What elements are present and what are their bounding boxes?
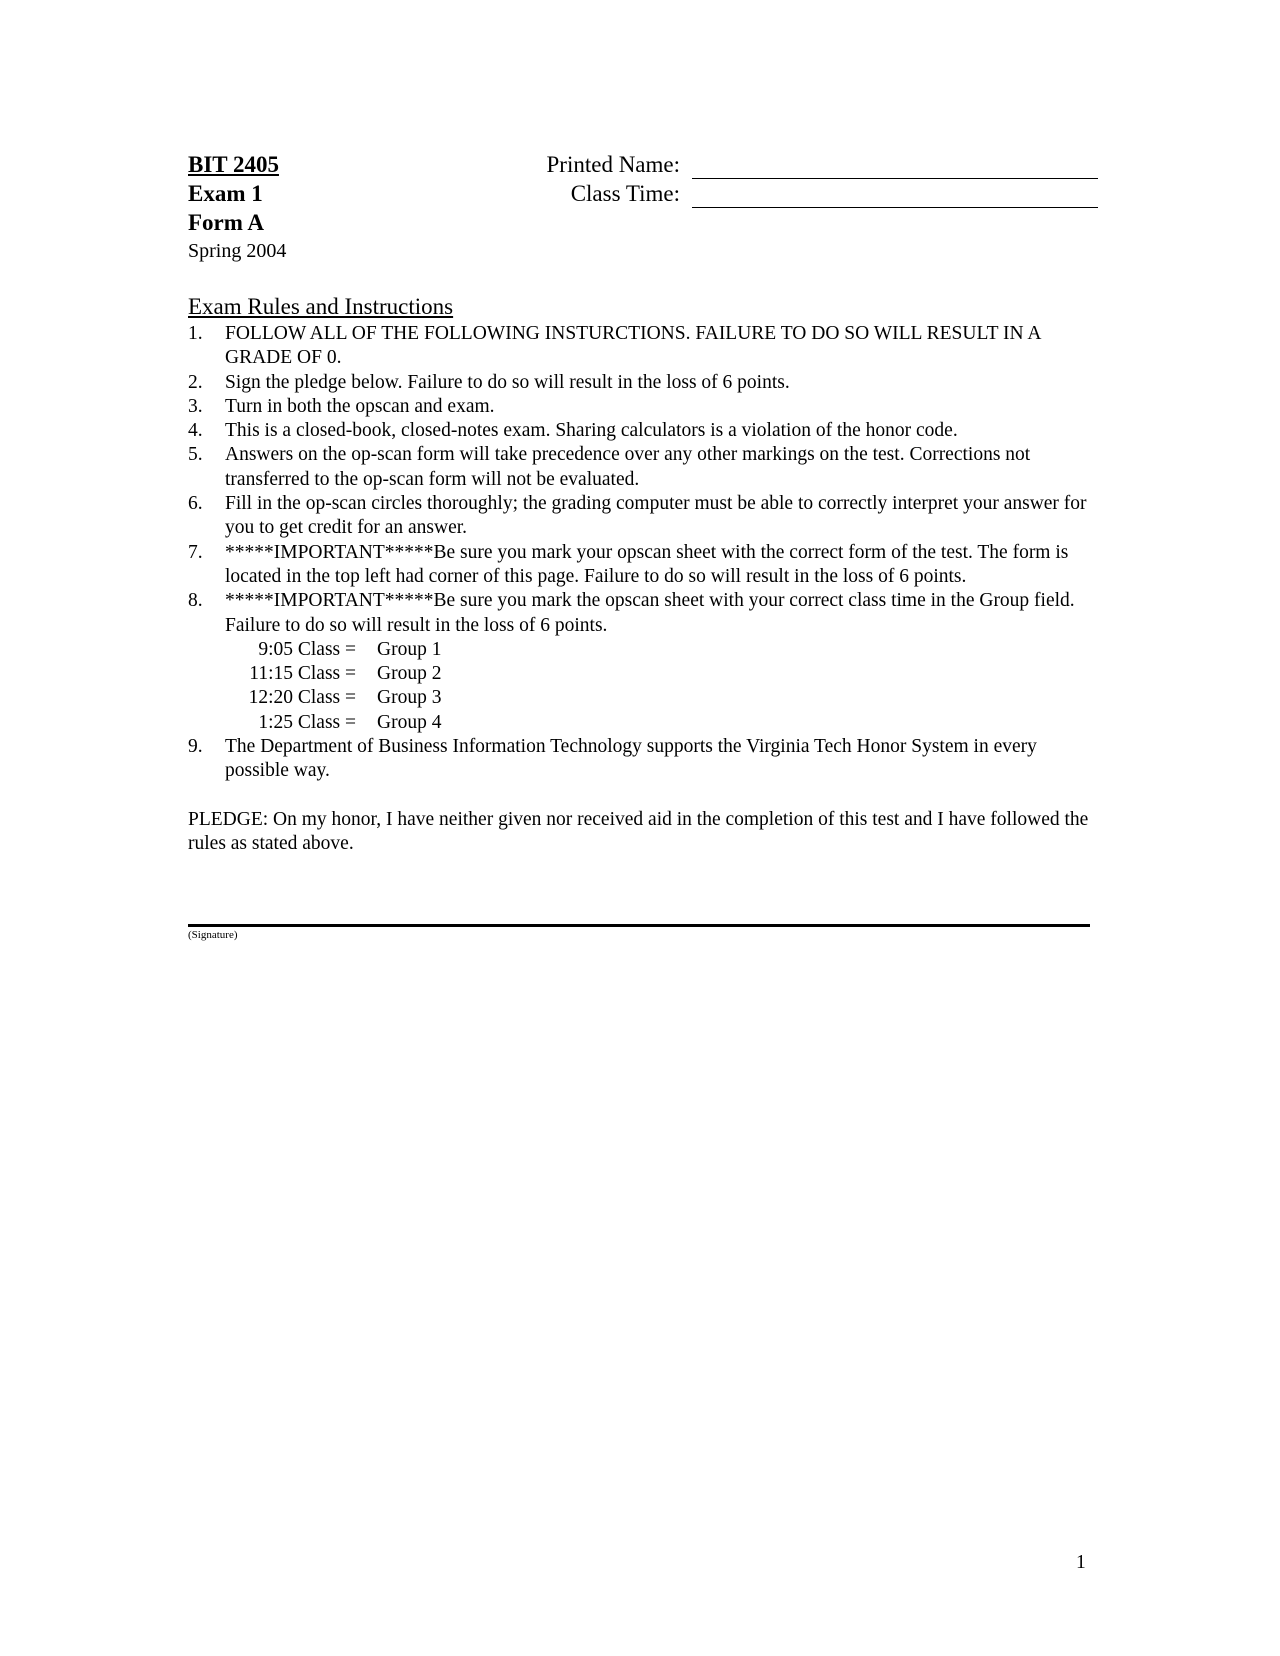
signature-label: (Signature) [188,929,238,941]
class-time: 11:15 Class = [249,663,356,685]
group-number: Group 2 [377,663,442,685]
group-number: Group 3 [377,687,442,709]
printed-name-field[interactable] [692,153,1098,179]
rule-number: 9. [188,736,203,758]
honor-pledge: PLEDGE: On my honor, I have neither given nor received aid in the completion of this test and I have followed the rules as stated above. [188,808,1089,854]
rule-text: *****IMPORTANT*****Be sure you mark your opscan sheet with the correct form of the test. The form is located in the top left had corner of this page. Failure to do so will result in the loss of 6 points. [225,541,1069,587]
rule-number: 5. [188,444,203,466]
exam-term: Spring 2004 [188,240,287,262]
exam-identification [188,150,286,265]
exam-form: Form A [188,210,265,235]
class-time-row [480,179,1098,208]
rule-text: Fill in the op-scan circles thoroughly; the grading computer must be able to correctly interpret your answer for you to get credit for an answer. [225,493,1087,539]
rules-heading: Exam Rules and Instructions [188,294,454,319]
exam-number: Exam 1 [188,181,263,206]
rule-item [188,589,1098,638]
signature-line[interactable] [188,924,1090,927]
rule-number: 6. [188,493,203,515]
class-time: 9:05 Class = [258,638,356,660]
rule-item [188,541,1098,590]
rule-text: The Department of Business Information Technology supports the Virginia Tech Honor System in every possible way. [225,736,1037,782]
class-time: 1:25 Class = [258,711,356,733]
rule-number: 8. [188,590,203,612]
rules-list-continued [188,735,1098,784]
group-number: Group 4 [377,711,442,733]
rule-item [188,371,1098,395]
printed-name-row [480,150,1098,179]
rule-item [188,492,1098,541]
student-info-fields [480,150,1098,208]
class-time-label: Class Time: [570,181,680,206]
class-group-row [225,711,1098,735]
course-code: BIT 2405 [188,152,279,177]
rule-text: Turn in both the opscan and exam. [225,395,495,417]
rules-list [188,322,1098,638]
rule-number: 7. [188,541,203,563]
rule-number: 1. [188,323,203,344]
rule-text: This is a closed-book, closed-notes exam. Sharing calculators is a violation of the honor code. [225,420,958,442]
class-group-row [225,638,1098,662]
printed-name-label: Printed Name: [546,152,680,177]
rules-section [188,292,1098,856]
rule-item [188,443,1098,492]
class-time-field[interactable] [692,182,1098,208]
page-number: 1 [1076,1552,1086,1573]
class-time: 12:20 Class = [248,687,356,709]
rule-item [188,735,1098,784]
rule-number: 2. [188,371,203,393]
rule-item [188,395,1098,419]
rule-item [188,322,1098,371]
class-group-row [225,662,1098,686]
group-number: Group 1 [377,638,442,660]
rule-item [188,419,1098,443]
rule-text: FOLLOW ALL OF THE FOLLOWING INSTURCTIONS. FAILURE TO DO SO WILL RESULT IN A GRADE OF 0. [225,323,1041,369]
rule-text: *****IMPORTANT*****Be sure you mark the opscan sheet with your correct class time in the Group field. Failure to do so will result in the loss of 6 points. [225,590,1075,636]
rule-number: 4. [188,420,203,442]
rule-number: 3. [188,395,203,417]
class-group-table [225,638,1098,735]
class-group-row [225,686,1098,710]
rule-text: Answers on the op-scan form will take precedence over any other markings on the test. Corrections not transferred to the op-scan form will not be evaluated. [225,444,1031,490]
rule-text: Sign the pledge below. Failure to do so will result in the loss of 6 points. [225,371,790,393]
